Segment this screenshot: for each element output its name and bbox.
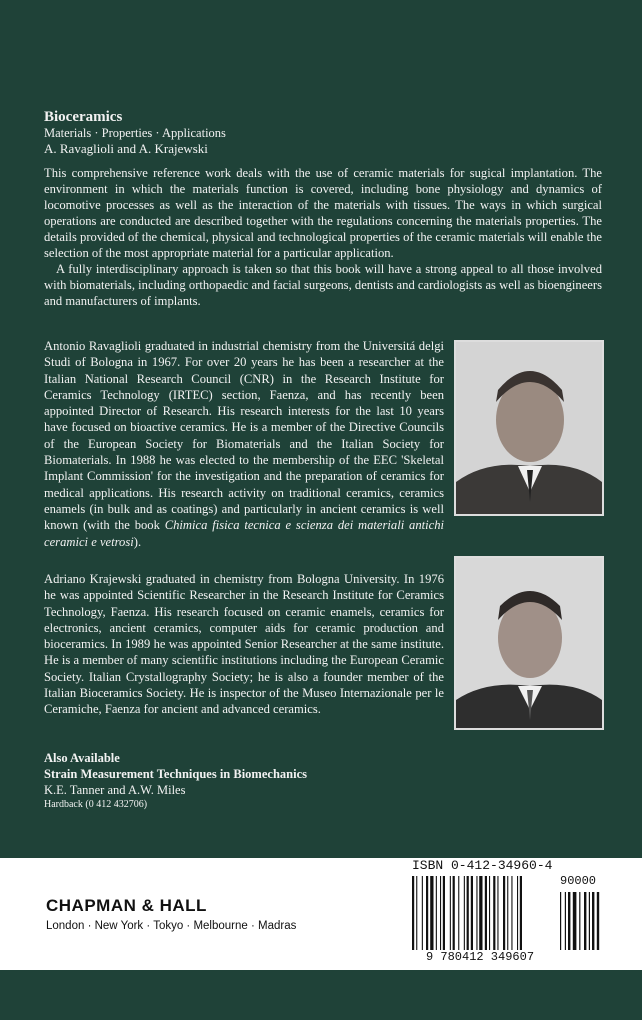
bio-text-body: Antonio Ravaglioli graduated in industrial chemistry from the Universitá delgi Studi of Bologna in 1967. For over 20 years he has been a researcher at the Italian National Research Council (CNR) in the Research Institute for Ceramics Technology (IRTEC) section, Faenza, and has recently been appointed Director of Research. His research interests for the last 10 years have focused on bioactive ceramics. He is a member of the Directive Councils of the European Society for Biomaterials and the Italian Society for Biomaterials. In 1988 he was elected to the membership of the EEC 'Skeletal Implant Commission' for the investigation and the preparation of ceramics for medical applications. His research activity on traditional ceramics, ceramics enamels (in bulk and as coatings) and particularly in ancient ceramics is well known (with the book	[44, 339, 444, 533]
barcode-bar	[436, 876, 437, 950]
barcode-bar	[479, 876, 482, 950]
bio-book-title: Chimica fisica tecnica e scienza dei materiali antichi ceramici e vetrosi	[44, 518, 444, 549]
barcode-bar	[443, 876, 445, 950]
barcode-bar	[493, 876, 495, 950]
barcode-bar	[412, 876, 414, 950]
barcode-bar	[476, 876, 477, 950]
barcode-bar	[464, 876, 465, 950]
bio-text	[44, 338, 444, 550]
barcode-ean: 9 780412 349607	[426, 950, 535, 964]
barcode-bar	[430, 876, 433, 950]
also-available-format: Hardback (0 412 432706)	[44, 799, 148, 810]
description-block	[44, 108, 602, 309]
barcode-bar	[450, 876, 451, 950]
barcode-addon-bar	[592, 892, 594, 950]
barcode-bar	[489, 876, 490, 950]
barcode-bar	[458, 876, 459, 950]
also-available-heading: Also Available	[44, 751, 120, 765]
publisher-cities: London · New York · Tokyo · Melbourne · Madras	[46, 920, 297, 932]
barcode-bar	[426, 876, 428, 950]
barcode-bar	[485, 876, 487, 950]
barcode-bar	[471, 876, 473, 950]
also-available	[44, 750, 444, 812]
publisher-band	[0, 858, 642, 970]
barcode-bar	[440, 876, 441, 950]
barcode-bar	[520, 876, 522, 950]
author-photo-krajewski	[454, 556, 604, 730]
also-available-title: Strain Measurement Techniques in Biomechanics	[44, 767, 307, 781]
barcode-addon-bar	[568, 892, 570, 950]
barcode-bar	[422, 876, 423, 950]
barcode-bar	[416, 876, 417, 950]
also-available-authors: K.E. Tanner and A.W. Miles	[44, 783, 186, 797]
barcode-addon-bar	[584, 892, 586, 950]
barcode-bar	[517, 876, 518, 950]
portrait-icon	[456, 342, 602, 514]
barcode-bar	[511, 876, 512, 950]
barcode-addon-bar	[565, 892, 566, 950]
barcode-addon-bar	[597, 892, 599, 950]
barcode-addon-bar	[573, 892, 577, 950]
book-authors: A. Ravaglioli and A. Krajewski	[44, 141, 208, 156]
bio-text-end: ).	[133, 534, 142, 549]
barcode-addon: 90000	[560, 874, 597, 888]
bottom-band	[0, 970, 642, 1020]
portrait-icon	[456, 558, 602, 728]
barcode-bar	[503, 876, 505, 950]
author-bio-ravaglioli	[44, 338, 444, 550]
description-paragraph-1: This comprehensive reference work deals with the use of ceramic materials for sugical implantation. The environment in which the materials function is covered, including bone physiology and dynamics of locomotive processes as well as the interaction of the materials with tissues. The ways in which surgical operations are conducted are described together with the regulations concerning the materials properties. The details provided of the chemical, physical and technological properties of the ceramic materials will enable the selection of the most appropriate material for a particular application.	[44, 166, 602, 260]
barcode-addon-bar	[589, 892, 590, 950]
barcode-bar	[467, 876, 469, 950]
publisher-name: CHAPMAN & HALL	[46, 896, 207, 915]
barcode-addon-bar	[579, 892, 580, 950]
barcode-addon-bar	[560, 892, 561, 950]
book-title: Bioceramics	[44, 109, 123, 125]
barcode-bar	[453, 876, 455, 950]
description-paragraph-2: A fully interdisciplinary approach is taken so that this book will have a strong appeal to all those involved with biomaterials, including orthopaedic and facial surgeons, dentists and cardiologists as well as bioengineers and manufacturers of implants.	[44, 262, 602, 308]
barcode-bar	[497, 876, 498, 950]
book-subtitle: Materials · Properties · Applications	[44, 126, 226, 140]
author-photo-ravaglioli	[454, 340, 604, 516]
bio-text: Adriano Krajewski graduated in chemistry from Bologna University. In 1976 he was appointed Scientific Researcher in the Research Institute for Ceramics Technology, Faenza. His research focused on ceramic enamels, ceramics for electronics, ancient ceramics, computer aids for ceramic production and bioceramics. In 1989 he was appointed Senior Researcher at the same institute. He is a member of many scientific institutions including the European Ceramic Society. Italian Crystallography Society; he is also a founder member of the Italian Bioceramics Society. He is inspector of the Museo Internazionale per le Ceramiche, Faenza for ancient and advanced ceramics.	[44, 572, 444, 717]
barcode-bar	[507, 876, 508, 950]
isbn-label: ISBN 0-412-34960-4	[412, 858, 553, 873]
author-bio-krajewski	[44, 571, 444, 718]
